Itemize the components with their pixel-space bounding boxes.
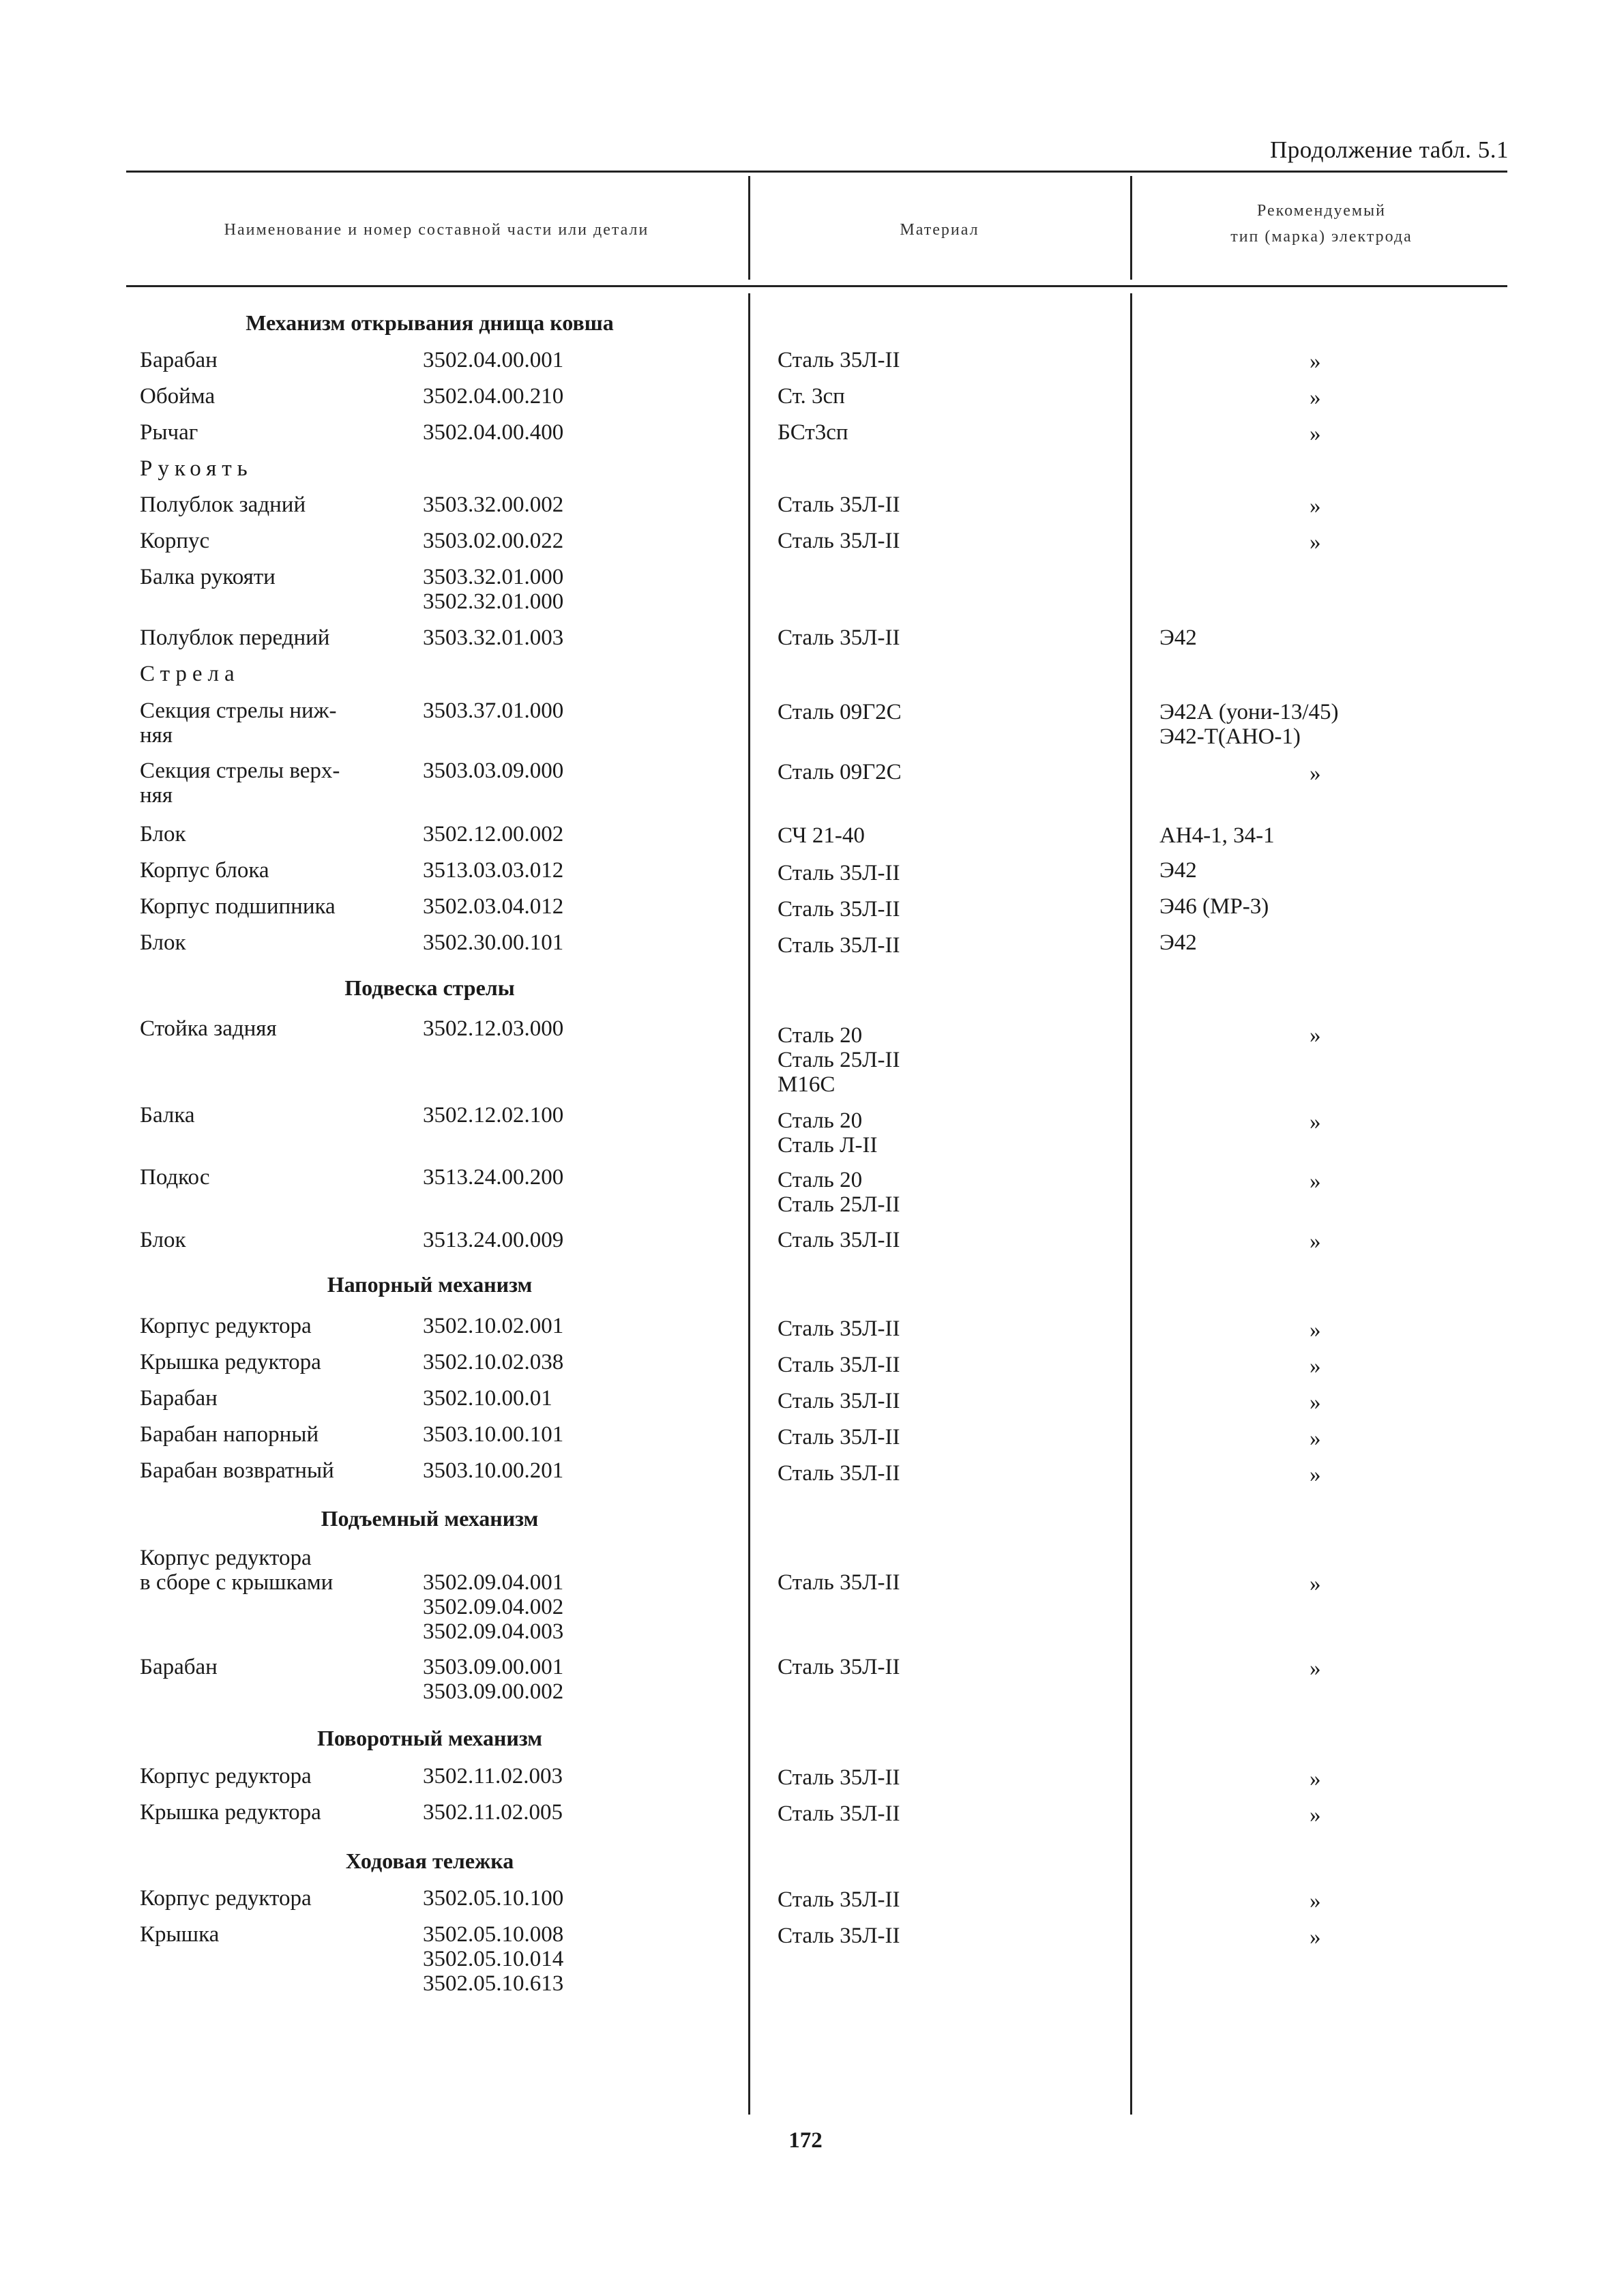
material-value: Сталь 35Л-II bbox=[778, 861, 900, 885]
part-number: 3502.12.03.000 bbox=[423, 1016, 564, 1041]
part-number: 3502.10.00.01 bbox=[423, 1386, 552, 1411]
material-value: Сталь 20 bbox=[778, 1023, 863, 1048]
part-name: Секция стрелы верх- bbox=[140, 759, 340, 783]
material-value: Сталь 35Л-II bbox=[778, 1570, 900, 1595]
material-value: Сталь 35Л-II bbox=[778, 1765, 900, 1790]
column-header-material: Материал bbox=[900, 221, 979, 239]
part-name: Балка bbox=[140, 1103, 195, 1128]
electrode-value: » bbox=[1310, 385, 1321, 410]
part-number: 3502.05.10.613 bbox=[423, 1971, 564, 1996]
part-number: 3502.12.02.100 bbox=[423, 1103, 564, 1128]
material-value: Сталь 35Л-II bbox=[778, 492, 900, 517]
part-name: Барабан bbox=[140, 348, 218, 372]
part-name: Секция стрелы ниж- bbox=[140, 698, 337, 723]
part-number: 3503.10.00.101 bbox=[423, 1422, 564, 1447]
material-value: Сталь Л-II bbox=[778, 1133, 878, 1158]
material-value: Сталь 20 bbox=[778, 1108, 863, 1133]
part-name: Подкос bbox=[140, 1165, 210, 1190]
material-value: Сталь 35Л-II bbox=[778, 348, 900, 372]
part-number: 3502.09.04.002 bbox=[423, 1595, 564, 1619]
material-value: Сталь 35Л-II bbox=[778, 933, 900, 958]
electrode-value: » bbox=[1310, 422, 1321, 446]
electrode-value: » bbox=[1310, 761, 1321, 786]
electrode-value: Э46 (МР-3) bbox=[1159, 894, 1269, 919]
part-number: 3502.05.10.014 bbox=[423, 1947, 564, 1971]
top-rule bbox=[126, 171, 1507, 173]
part-name: в сборе с крышками bbox=[140, 1570, 334, 1595]
part-number: 3513.03.03.012 bbox=[423, 858, 564, 883]
header-divider-2 bbox=[1130, 176, 1132, 280]
part-number: 3502.11.02.003 bbox=[423, 1764, 563, 1789]
part-name: Обойма bbox=[140, 384, 216, 409]
part-number: 3503.32.01.000 bbox=[423, 565, 564, 589]
part-name: Стойка задняя bbox=[140, 1016, 277, 1041]
electrode-value: Э42 bbox=[1159, 625, 1197, 650]
part-number: 3502.04.00.400 bbox=[423, 420, 564, 445]
part-name: Блок bbox=[140, 930, 186, 955]
body-divider-2 bbox=[1130, 293, 1132, 2115]
part-name: Барабан возвратный bbox=[140, 1458, 334, 1483]
section-heading: Механизм открывания днища ковша bbox=[246, 310, 614, 335]
part-number: 3502.05.10.008 bbox=[423, 1922, 564, 1947]
column-header-electrode-line: тип (марка) электрода bbox=[1230, 228, 1413, 246]
electrode-value: » bbox=[1310, 349, 1321, 374]
part-name: Корпус редуктора bbox=[140, 1314, 312, 1338]
material-value: Сталь 09Г2С bbox=[778, 760, 902, 784]
part-name: Корпус редуктора bbox=[140, 1764, 312, 1789]
material-value: Сталь 35Л-II bbox=[778, 1316, 900, 1341]
material-value: Сталь 35Л-II bbox=[778, 1353, 900, 1377]
material-value: Сталь 35Л-II bbox=[778, 1389, 900, 1413]
material-value: Сталь 35Л-II bbox=[778, 1655, 900, 1679]
column-header-electrode-line: Рекомендуемый bbox=[1256, 202, 1387, 220]
section-heading: Напорный механизм bbox=[327, 1272, 533, 1297]
material-value: Сталь 25Л-II bbox=[778, 1048, 900, 1072]
electrode-value: » bbox=[1310, 1572, 1321, 1596]
electrode-value: » bbox=[1310, 1426, 1321, 1451]
material-value: БСт3сп bbox=[778, 420, 848, 445]
part-number: 3503.02.00.022 bbox=[423, 529, 564, 553]
part-number: 3502.09.04.001 bbox=[423, 1570, 564, 1595]
part-name: няя bbox=[140, 723, 173, 748]
electrode-value: » bbox=[1310, 1889, 1321, 1913]
material-value: СЧ 21-40 bbox=[778, 823, 865, 848]
section-heading: Поворотный механизм bbox=[316, 1726, 543, 1750]
part-name: Корпус редуктора bbox=[140, 1886, 312, 1911]
part-number: 3503.10.00.201 bbox=[423, 1458, 564, 1483]
part-name: Крышка bbox=[140, 1922, 220, 1947]
header-divider-1 bbox=[748, 176, 750, 280]
part-number: 3502.04.00.001 bbox=[423, 348, 564, 372]
electrode-value: Э42 bbox=[1159, 858, 1197, 883]
material-value: Сталь 35Л-II bbox=[778, 1425, 900, 1449]
part-name: Корпус блока bbox=[140, 858, 269, 883]
part-number: 3502.11.02.005 bbox=[423, 1800, 563, 1825]
part-number: 3502.10.02.038 bbox=[423, 1350, 564, 1374]
electrode-value: » bbox=[1310, 1462, 1321, 1487]
part-number: 3502.05.10.100 bbox=[423, 1886, 564, 1911]
part-name: Корпус редуктора bbox=[140, 1546, 312, 1570]
column-header-electrode bbox=[1136, 198, 1507, 250]
part-name: Полублок задний bbox=[140, 492, 306, 517]
body-divider-1 bbox=[748, 293, 750, 2115]
part-number: 3502.10.02.001 bbox=[423, 1314, 564, 1338]
part-number: 3503.09.00.001 bbox=[423, 1655, 564, 1679]
part-name: няя bbox=[140, 783, 173, 808]
electrode-value: » bbox=[1310, 1803, 1321, 1827]
part-name: Барабан bbox=[140, 1655, 218, 1679]
page-number: 172 bbox=[788, 2128, 823, 2153]
part-number: 3503.32.00.002 bbox=[423, 492, 564, 517]
electrode-value: » bbox=[1310, 530, 1321, 555]
part-number: 3513.24.00.009 bbox=[423, 1228, 564, 1252]
part-number: 3502.03.04.012 bbox=[423, 894, 564, 919]
section-heading: Ходовая тележка bbox=[345, 1849, 514, 1873]
electrode-value: » bbox=[1310, 494, 1321, 518]
part-name: Барабан bbox=[140, 1386, 218, 1411]
part-number: 3503.03.09.000 bbox=[423, 759, 564, 783]
part-number: 3502.30.00.101 bbox=[423, 930, 564, 955]
section-heading: Подъемный механизм bbox=[321, 1506, 539, 1531]
material-value: Сталь 20 bbox=[778, 1168, 863, 1192]
part-number: 3503.37.01.000 bbox=[423, 698, 564, 723]
part-number: 3502.12.00.002 bbox=[423, 822, 564, 847]
part-name: Рычаг bbox=[140, 420, 198, 445]
material-value: Сталь 35Л-II bbox=[778, 1801, 900, 1826]
part-name: Корпус bbox=[140, 529, 210, 553]
material-value: Сталь 09Г2С bbox=[778, 700, 902, 724]
electrode-value: » bbox=[1310, 1229, 1321, 1254]
section-heading: Подвеска стрелы bbox=[344, 975, 515, 1000]
part-name: Барабан напорный bbox=[140, 1422, 319, 1447]
electrode-value: » bbox=[1310, 1354, 1321, 1379]
part-number: 3513.24.00.200 bbox=[423, 1165, 564, 1190]
material-value: Сталь 35Л-II bbox=[778, 529, 900, 553]
electrode-value: » bbox=[1310, 1767, 1321, 1791]
part-number: 3502.09.04.003 bbox=[423, 1619, 564, 1644]
part-name: Крышка редуктора bbox=[140, 1350, 321, 1374]
electrode-value: » bbox=[1310, 1110, 1321, 1134]
part-name: Блок bbox=[140, 822, 186, 847]
material-value: Сталь 35Л-II bbox=[778, 625, 900, 650]
electrode-value: » bbox=[1310, 1390, 1321, 1415]
part-number: 3502.04.00.210 bbox=[423, 384, 564, 409]
part-name: Полублок передний bbox=[140, 625, 330, 650]
table-title: Продолжение табл. 5.1 bbox=[1270, 136, 1509, 163]
column-header-name: Наименование и номер составной части или детали bbox=[224, 221, 649, 239]
header-bottom-rule bbox=[126, 285, 1507, 287]
part-number: 3502.32.01.000 bbox=[423, 589, 564, 614]
electrode-value: » bbox=[1310, 1318, 1321, 1342]
material-value: Сталь 35Л-II bbox=[778, 1924, 900, 1948]
material-value: Ст. 3сп bbox=[778, 384, 845, 409]
material-value: Сталь 35Л-II bbox=[778, 1887, 900, 1912]
electrode-value: Э42А (уони-13/45) bbox=[1159, 700, 1339, 724]
material-value: М16С bbox=[778, 1072, 836, 1097]
part-name: Блок bbox=[140, 1228, 186, 1252]
electrode-value: » bbox=[1310, 1925, 1321, 1949]
electrode-value: АН4-1, 34-1 bbox=[1159, 823, 1275, 848]
electrode-value: Э42-Т(АНО-1) bbox=[1159, 724, 1301, 749]
part-number: 3503.32.01.003 bbox=[423, 625, 564, 650]
electrode-value: » bbox=[1310, 1656, 1321, 1681]
group-label: Рукоять bbox=[140, 456, 253, 481]
material-value: Сталь 35Л-II bbox=[778, 897, 900, 922]
part-number: 3503.09.00.002 bbox=[423, 1679, 564, 1704]
material-value: Сталь 35Л-II bbox=[778, 1228, 900, 1252]
material-value: Сталь 35Л-II bbox=[778, 1461, 900, 1486]
group-label: Стрела bbox=[140, 662, 240, 686]
electrode-value: » bbox=[1310, 1023, 1321, 1048]
material-value: Сталь 25Л-II bbox=[778, 1192, 900, 1217]
part-name: Крышка редуктора bbox=[140, 1800, 321, 1825]
electrode-value: » bbox=[1310, 1169, 1321, 1194]
part-name: Корпус подшипника bbox=[140, 894, 336, 919]
part-name: Балка рукояти bbox=[140, 565, 276, 589]
electrode-value: Э42 bbox=[1159, 930, 1197, 955]
